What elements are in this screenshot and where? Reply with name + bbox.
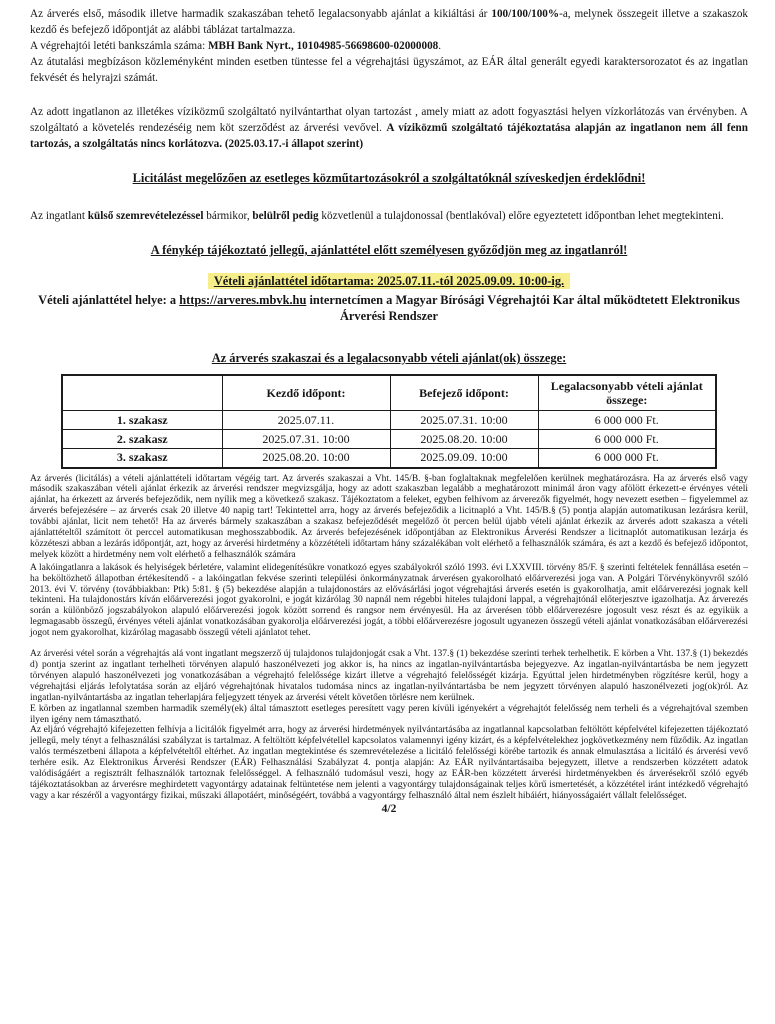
bid-floor-percentages: 100/100/100% <box>491 8 560 20</box>
legal-paragraph-auction-process: Az árverés (licitálás) a vételi ajánlattételi időtartam végéig tart. Az árverés szakaszai a Vht. 145/B. §-ban foglaltaknak megfelelően kerülnek meghatározásra. Ha az árverés első vagy második szakaszában vételi ajánlat érkezik az árverési rendszer megvizsgálja, hogy az adott szakaszban legalább a meghatározott minimál áron vagy afölött érkezett-e érvényes vételi ajánlat, ha érkezett az árverés befejeződik, nem nyílik meg a következő szakasz. Tájékoztatom a feleket, egyben felhívom az árverezők figyelmét, hogy nevezett esetben – figyelemmel az árverés befejezésére – az árverés csak 20 illetve 40 napig tart! Tekintettel arra, hogy az árverés befejeződik a licitnapló a Vht. 145/B.§ (5) pontja alapján automatikusan lezárásra kerül, további ajánlat, licit nem tehető! Ha az árverés bármely szakaszában a szakasz befejeződését megelőző öt percen belül újabb vételi ajánlat érkezik az árverés adott szakasza a vételi ajánlattételtől számított öt perccel automatikusan meghosszabbodik. Az árverés befejezésének időpontjában az Elektronikus Árverési Rendszer a licitnaplót automatikusan lezárja és közzéteszi abban a lezárás időpontját, azt, hogy az árverési hirdetmény a közzétételi időtartam hány százalékában volt elérhető a felhasználók számára, és azt a kezdő és befejező időpontot, melyek között a hirdetmény nem volt elérhető a felhasználók számára <box>30 473 748 560</box>
viewing-exterior-bold: külső szemrevételezéssel <box>87 210 204 222</box>
viewing-interior-bold: belülről pedig <box>252 210 319 222</box>
auction-site-url: https://arveres.mbvk.hu <box>179 293 307 307</box>
stage-3-start: 2025.08.20. 10:00 <box>222 449 390 468</box>
offer-period-highlight: Vételi ajánlattétel időtartama: 2025.07.11.-tól 2025.09.09. 10:00-ig. <box>208 273 570 289</box>
offer-period-line <box>30 272 748 290</box>
viewing-paragraph <box>30 208 748 224</box>
table-header-row <box>62 375 716 411</box>
bank-account-period: . <box>438 40 442 52</box>
utility-debt-statement: A víziközmű szolgáltató tájékoztatása alapján az ingatlanon nem áll fenn tartozás, a szolgáltatás nincs korlátozva. (2025.03.17.-i állapot szerint) <box>30 122 749 150</box>
page-number: 4/2 <box>381 802 397 815</box>
viewing-text-2: bármikor, <box>203 210 253 222</box>
bank-account-number: MBH Bank Nyrt., 10104985-56698600-02000008 <box>208 40 439 52</box>
stage-1-start: 2025.07.11. <box>222 411 390 430</box>
header-start-time: Kezdő időpont: <box>222 375 390 411</box>
stage-2-label: 2. szakasz <box>62 430 222 449</box>
auction-stages-table <box>61 374 717 469</box>
bank-account-label: A végrehajtói letéti bankszámla száma: <box>30 40 208 52</box>
transfer-note-paragraph: Az átutalási megbízáson közleményként minden esetben tüntesse fel a végrehajtási ügyszámot, az EÁR által generált egyedi karaktersorozatot és az ingatlan fekvését és helyrajzi számát. <box>30 56 748 84</box>
header-corner-cell <box>62 375 222 411</box>
table-row-stage-1 <box>62 411 716 430</box>
legal-paragraph-encumbrances: Az árverési vétel során a végrehajtás alá vont ingatlant megszerző új tulajdonos tulajdonjogát csak a Vht. 137.§ (1) bekezdése szerinti terhek terhelhetik. E körben a Vht. 137.§ (1) bekezdés d) pontja szerint az ingatlant terhelheti törvényen alapuló haszonélvezeti jog akkor is, ha nincs az ingatlan-nyilvántartásba bejegyezve. Az ingatlan-nyilvántartásba be nem jegyzett törvényen alapuló haszonélvezeti jog vonatkozásában a végrehajtó felelőssége kizárt illetve a végrehajtó felelősségét kizárja. Egyúttal jelen hirdetményben rögzítésre kerül, hogy a végrehajtási eljárás lefolytatása során az eljáró végrehajtónak hivatalos tudomása nincs az ingatlan-nyilvántartásba be nem jegyzett törvényen alapuló haszonélvezeti jog(ok)ról. Az ingatlan-nyilvántartásba az ingatlan teherlapjára feljegyzett tények az árverési vételt követően törlésre nem kerülnek. <box>30 649 748 703</box>
table-row-stage-3 <box>62 449 716 468</box>
stage-2-start: 2025.07.31. 10:00 <box>222 430 390 449</box>
header-min-offer: Legalacsonyabb vételi ajánlat összege: <box>538 375 716 411</box>
offer-place-line <box>30 292 748 324</box>
viewing-text-3: közvetlenül a tulajdonossal (bentlakóval) előre egyeztetett időpontban lehet megtekinteni. <box>318 210 724 222</box>
intro-paragraph-bid-floor <box>30 6 748 38</box>
utility-inquiry-notice: Licitálást megelőzően az esetleges közműtartozásokról a szolgáltatóknál szíveskedjen érdeklődni! <box>132 171 646 185</box>
stage-2-min-offer: 6 000 000 Ft. <box>538 430 716 449</box>
stage-1-min-offer: 6 000 000 Ft. <box>538 411 716 430</box>
utility-debt-paragraph <box>30 104 748 152</box>
stage-1-end: 2025.07.31. 10:00 <box>390 411 538 430</box>
header-end-time: Befejező időpont: <box>390 375 538 411</box>
stage-2-end: 2025.08.20. 10:00 <box>390 430 538 449</box>
stages-table-title: Az árverés szakaszai és a legalacsonyabb vételi ajánlat(ok) összege: <box>211 351 567 365</box>
intro-text-cont: -a, melynek összegeit illetve a szakaszok kezdő és befejező időpontját az alábbi táblázat tartalmazza. <box>30 8 749 36</box>
intro-text: Az árverés első, második illetve harmadik szakaszában tehető legalacsonyabb ajánlat a kikiáltási ár <box>30 8 492 20</box>
legal-paragraph-photo-liability: Az eljáró végrehajtó kifejezetten felhívja a licitálók figyelmét arra, hogy az árverési hirdetmények nyilvántartásába az ingatlannal kapcsolatban feltöltött képfelvétel kifejezetten tájékoztató jellegű, mely tényt a felhasználási szabályzat is tartalmaz. A feltöltött képfelvétellel kapcsolatos valamennyi igény kizárt, és a képfelvételekhez jogkövetkezmény nem fűződik. Az ingatlan valós természetbeni állapota a képfelvételtől eltérhet. Az ingatlan megtekintése és szemrevételezése a licitáló felelősségi körébe tartozik és annak elmulasztása a licitáló és árverési vevő terhére esik. Az Elektronikus Árverési Rendszer (EÁR) Felhasználási Szabályzat 4. pontja alapján: Az EÁR nyilvántartásaiba bejegyzett, illetve a rendszerben közzétett adatok valódiságáért a regisztrált felhasználók tartoznak felelősséggel. A felhasználó tudomásul veszi, hogy az EÁR-ben közzétett árverési hirdetményekben és árverésekről szóló egyéb tájékoztatásokban az árverésre meghirdetett vagyontárgy adatainak feltüntetése nem jelenti a vagyontárgy tulajdonságainak teljes körű ismertetését, a közzététel iránt intézkedő végrehajtó vagy a kar részéről a vagyontárgy fizikai, műszaki állapotáért, minőségéért, továbbá a vagyontárgy felhasználó által nem észlelt hibáiért, hiányosságaiért vállalt felelősséget. <box>30 725 748 801</box>
utility-debt-text: Az adott ingatlanon az illetékes víziközmű szolgáltató nyilvántarthat olyan tartozást , amely miatt az adott fogyasztási helyen vízkorlátozás van érvényben. A szolgáltató a követelés rendezéséig nem köt szerződést az árverési vevővel. <box>30 106 748 134</box>
viewing-text: Az ingatlant <box>30 210 88 222</box>
bank-account-line <box>30 38 748 54</box>
stage-3-min-offer: 6 000 000 Ft. <box>538 449 716 468</box>
offer-place-text-2: internetcímen a Magyar Bírósági Végrehajtói Kar által működtetett Elektronikus Árverési Rendszer <box>306 293 740 323</box>
stage-3-label: 3. szakasz <box>62 449 222 468</box>
stage-1-label: 1. szakasz <box>62 411 222 430</box>
table-row-stage-2 <box>62 430 716 449</box>
legal-paragraph-third-party-claims: E körben az ingatlannal szemben harmadik személy(ek) által támasztott esetleges peresített vagy peren kívüli igényekért a végrehajtót felelősség nem terheli és a végrehajtóval szemben ilyen igény nem támasztható. <box>30 703 748 725</box>
legal-paragraph-preemption-rights: A lakóingatlanra a lakások és helyiségek bérletére, valamint elidegenítésükre vonatkozó egyes szabályokról szóló 1993. évi LXXVIII. törvény 85/F. § szerinti feltételek fennállása esetén – ha beköltözhető állapotban értékesítendő - a lakóingatlan fekvése szerinti települési önkormányzatnak árverésen gyakorolható előárverezési joga van. A Polgári Törvénykönyvről szóló 2013. évi V. törvény (továbbiakban: Ptk) 5:81. § (5) bekezdése alapján a tulajdonostárs az elővásárlási jogot végrehajtási árverés esetén is gyakorolhatja, amit előárverezési jognak kell tekinteni. Ha tulajdonostárs kíván előárverezési jogot gyakorolni, e jogát kizárólag 30 napnál nem régebbi hiteles tulajdoni lappal, a végrehajtónál előterjesztve igazolhatja. Az árverezés során a különböző jogszabályokon alapuló előárverezési jogok között sorrend és rangsor nem érvényesül. Ha az árverésen több előárverezésre jogosult vesz részt és az egyikük a legmagasabb összegű, érvényes vételi ajánlat vonatkozásában gyakorolja előárverezési jogát, a többi előárverezésre jogosult ugyanezen összegű vételi ajánlat vonatkozásában előárverezési jogot nem gyakorolhat, kizárólag magasabb összegű vételi ajánlatot tehet. <box>30 562 748 639</box>
photo-disclaimer-notice: A fénykép tájékoztató jellegű, ajánlattétel előtt személyesen győződjön meg az ingatlanról! <box>150 243 628 257</box>
stage-3-end: 2025.09.09. 10:00 <box>390 449 538 468</box>
offer-place-text: Vételi ajánlattétel helye: a <box>38 293 180 307</box>
